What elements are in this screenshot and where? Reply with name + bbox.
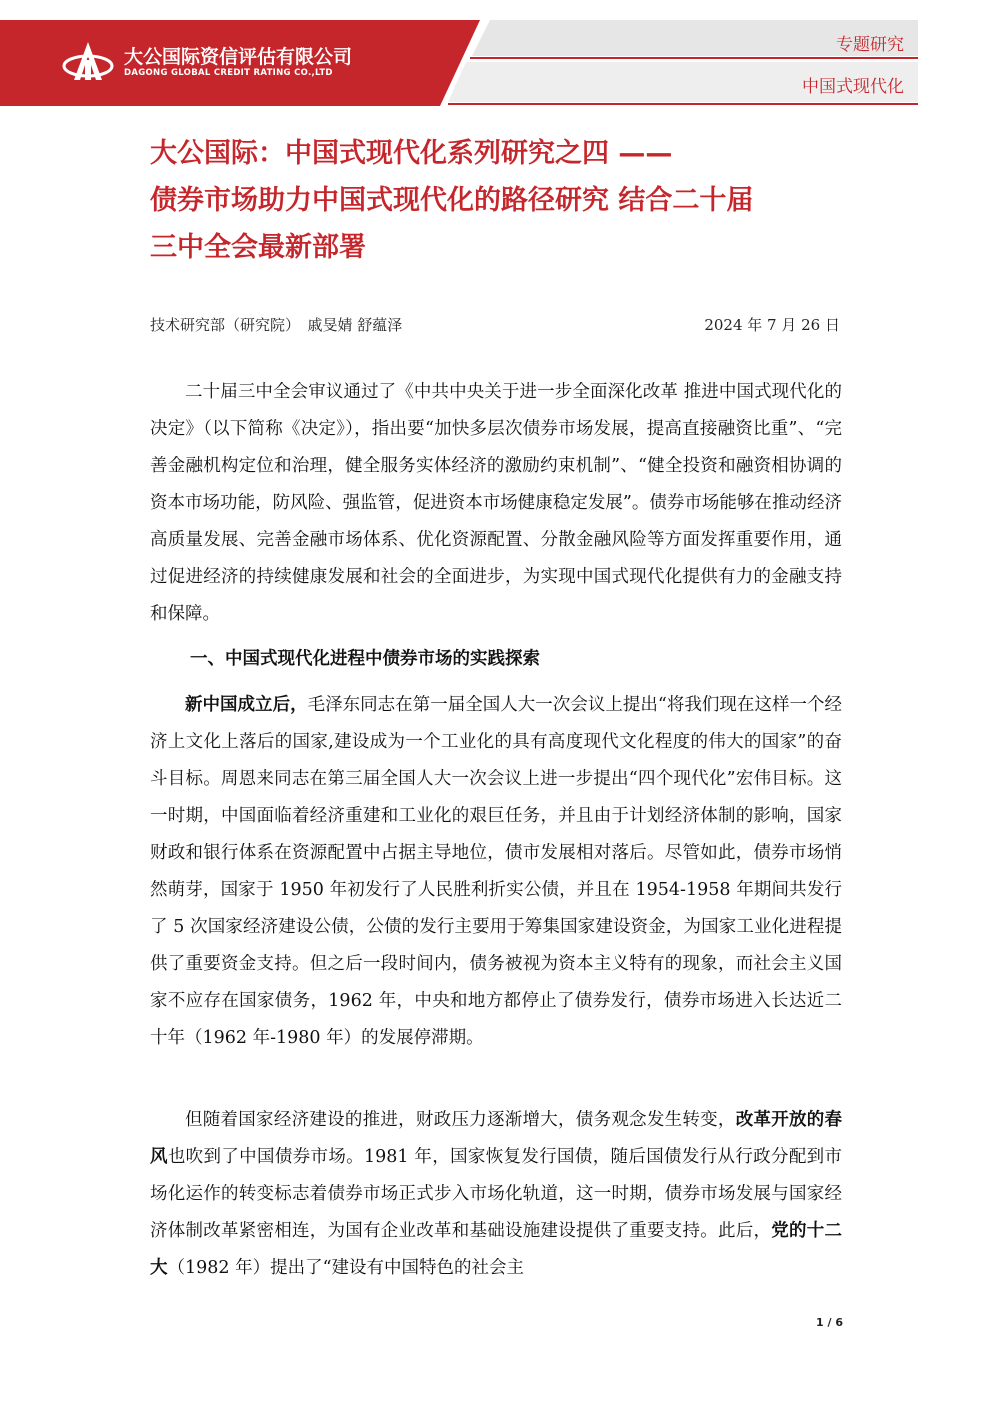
authors: 技术研究部（研究院） 戚旻婧 舒蕴泽: [150, 316, 403, 334]
paragraph-text: 毛泽东同志在第一届全国人大一次会议上提出“将我们现在这样一个经济上文化上落后的国家,建设成为一个工业化的具有高度现代文化程度的伟大的国家”的奋斗目标。周恩来同志在第三届全国人大一次会议上进一步提出“四个现代化”宏伟目标。这一时期，中国面临着经济重建和工业化的艰巨任务，并且由于计划经济体制的影响，国家财政和银行体系在资源配置中占据主导地位，债市发展相对落后。尽管如此，债券市场悄然萌芽，国家于 1950 年初发行了人民胜利折实公债，并且在 1954-1958 年期间共发行了 5 次国家经济建设公债，公债的发行主要用于筹集国家建设资金，为国家工业化进程提供了重要资金支持。但之后一段时间内，债务被视为资本主义特有的现象，而社会主义国家不应存在国家债务，1962 年，中央和地方都停止了债券发行，债券市场进入长达近二十年（1962 年-1980 年）的发展停滞期。: [150, 695, 842, 1048]
title-line-1: 大公国际：中国式现代化系列研究之四 ——: [150, 138, 673, 169]
report-topic-tag: 中国式现代化: [802, 77, 904, 97]
paragraph-reform: [150, 1102, 842, 1287]
paragraph-text-c: （1982 年）提出了“建设有中国特色的社会主: [167, 1258, 525, 1278]
bold-congress: 党的十二大: [150, 1221, 842, 1278]
publish-date: 2024 年 7 月 26 日: [704, 316, 840, 334]
bold-reform: 改革开放的春风: [150, 1110, 843, 1167]
report-title: [150, 130, 870, 271]
section-heading-1: 一、中国式现代化进程中债券市场的实践探索: [190, 649, 540, 669]
paragraph-intro: 二十届三中全会审议通过了《中共中央关于进一步全面深化改革 推进中国式现代化的决定》（以下简称《决定》），指出要“加快多层次债券市场发展，提高直接融资比重”、“完善金融机构定位和治理，健全服务实体经济的激励约束机制”、“健全投资和融资相协调的资本市场功能，防风险、强监管，促进资本市场健康稳定发展”。债券市场能够在推动经济高质量发展、完善金融市场体系、优化资源配置、分散金融风险等方面发挥重要作用，通过促进经济的持续健康发展和社会的全面进步，为实现中国式现代化提供有力的金融支持和保障。: [150, 382, 842, 624]
paragraph-text-b: 也吹到了中国债券市场。1981 年，国家恢复发行国债，随后国债发行从行政分配到市场化运作的转变标志着债券市场正式步入市场化轨道，这一时期，债券市场发展与国家经济体制改革紧密相连，为国有企业改革和基础设施建设提供了重要支持。此后，: [150, 1147, 843, 1241]
page-number: 1 / 6: [816, 1316, 843, 1329]
bold-lead: 新中国成立后，: [185, 695, 308, 715]
paragraph-text-a: 但随着国家经济建设的推进，财政压力逐渐增大，债务观念发生转变，: [185, 1110, 736, 1130]
dagong-logo-icon: [62, 40, 114, 84]
company-name-en: DAGONG GLOBAL CREDIT RATING CO.,LTD: [124, 68, 333, 78]
title-line-2: 债券市场助力中国式现代化的路径研究 结合二十届: [150, 185, 754, 216]
report-type-tag: 专题研究: [836, 35, 904, 55]
paragraph-history: [150, 687, 842, 1057]
title-line-3: 三中全会最新部署: [150, 232, 366, 263]
company-name-cn: 大公国际资信评估有限公司: [124, 46, 353, 68]
report-header: [0, 0, 992, 118]
